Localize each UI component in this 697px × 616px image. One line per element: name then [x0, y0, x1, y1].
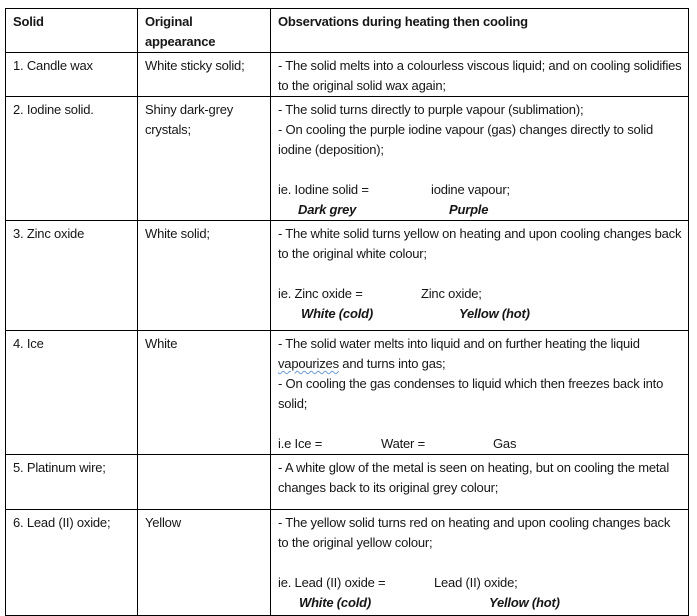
equation-rhs: Zinc oxide; — [421, 286, 482, 301]
equation-lhs: ie. Lead (II) oxide = — [278, 575, 386, 590]
color-label-right: Purple — [449, 202, 489, 217]
equation-line — [278, 180, 682, 200]
solid-cell: 5. Platinum wire; — [6, 455, 138, 510]
observations-cell — [271, 221, 689, 331]
appearance-cell: White sticky solid; — [138, 53, 271, 97]
color-label-line — [278, 304, 682, 324]
color-label-line — [278, 200, 682, 220]
table-row-zinc-oxide — [6, 221, 689, 331]
misspelled-word: vapourizes — [278, 356, 339, 371]
equation-lhs: ie. Iodine solid = — [278, 182, 369, 197]
observation-line: - The solid melts into a colourless viscous liquid; and on cooling solidifies to the original solid wax again; — [278, 58, 682, 93]
equation-lhs: ie. Zinc oxide = — [278, 286, 363, 301]
color-label-left: White (cold) — [301, 306, 373, 321]
observation-line: - The solid turns directly to purple vapour (sublimation); — [278, 102, 584, 117]
color-label-right: Yellow (hot) — [489, 595, 560, 610]
table-row-lead-oxide — [6, 510, 689, 616]
equation-line — [278, 434, 682, 454]
table-row-platinum-wire — [6, 455, 689, 510]
observations-cell — [271, 331, 689, 455]
table-row-candle-wax — [6, 53, 689, 97]
appearance-cell: White solid; — [138, 221, 271, 331]
observations-cell — [271, 455, 689, 510]
observation-text: - The solid water melts into liquid and on further heating the liquid — [278, 336, 640, 351]
blank-line — [278, 553, 682, 573]
appearance-cell: Shiny dark-grey crystals; — [138, 97, 271, 221]
appearance-cell: Yellow — [138, 510, 271, 616]
blank-line — [278, 414, 682, 434]
header-solid: Solid — [6, 9, 138, 53]
equation-line — [278, 284, 682, 304]
observation-line: - On cooling the gas condenses to liquid which then freezes back into solid; — [278, 376, 664, 411]
blank-line — [278, 160, 682, 180]
observations-cell — [271, 510, 689, 616]
solid-cell: 3. Zinc oxide — [6, 221, 138, 331]
observations-cell — [271, 53, 689, 97]
solids-observations-table — [5, 8, 689, 616]
equation-term-water: Water = — [381, 436, 425, 451]
observations-cell — [271, 97, 689, 221]
header-original-appearance: Original appearance — [138, 9, 271, 53]
observation-text: and turns into gas; — [338, 356, 446, 371]
equation-rhs: Lead (II) oxide; — [434, 575, 518, 590]
appearance-cell: White — [138, 331, 271, 455]
equation-rhs: iodine vapour; — [431, 182, 510, 197]
solid-cell: 2. Iodine solid. — [6, 97, 138, 221]
appearance-cell — [138, 455, 271, 510]
equation-term-gas: Gas — [493, 436, 517, 451]
observation-line — [278, 334, 682, 374]
equation-term-ice: i.e Ice = — [278, 436, 323, 451]
header-row — [6, 9, 689, 53]
color-label-left: White (cold) — [299, 595, 371, 610]
header-observations: Observations during heating then cooling — [271, 9, 689, 53]
blank-line — [278, 264, 682, 284]
table-row-iodine — [6, 97, 689, 221]
observation-line: - A white glow of the metal is seen on heating, but on cooling the metal changes back to its original grey colour; — [278, 460, 670, 495]
solid-cell: 1. Candle wax — [6, 53, 138, 97]
solid-cell: 4. Ice — [6, 331, 138, 455]
table-row-ice — [6, 331, 689, 455]
color-label-line — [278, 593, 682, 613]
color-label-right: Yellow (hot) — [459, 306, 530, 321]
observation-line: - The yellow solid turns red on heating and upon cooling changes back to the original yellow colour; — [278, 515, 671, 550]
equation-line — [278, 573, 682, 593]
observation-line: - The white solid turns yellow on heating and upon cooling changes back to the original white colour; — [278, 226, 682, 261]
observation-line: - On cooling the purple iodine vapour (gas) changes directly to solid iodine (deposition); — [278, 122, 653, 157]
solid-cell: 6. Lead (II) oxide; — [6, 510, 138, 616]
color-label-left: Dark grey — [298, 202, 357, 217]
